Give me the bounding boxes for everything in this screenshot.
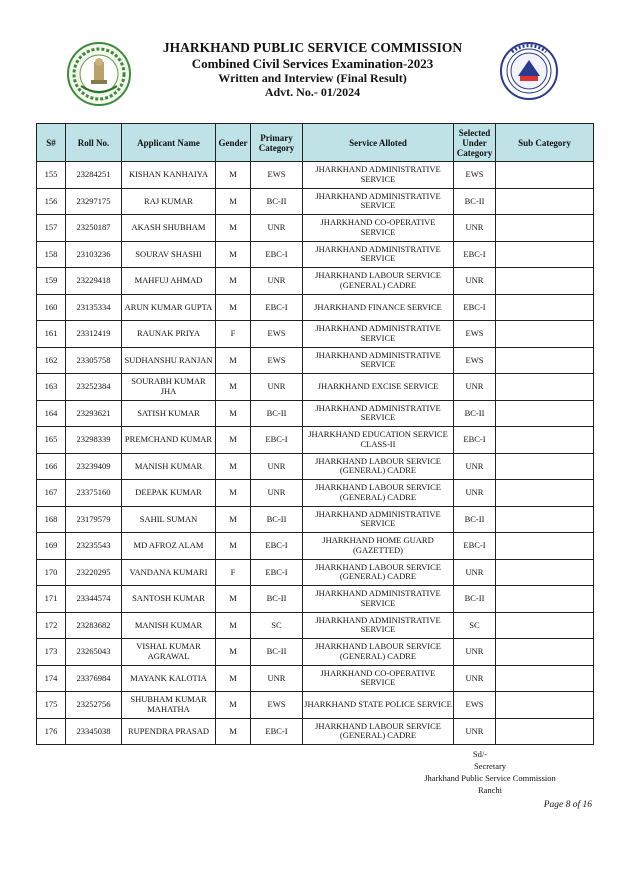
cell-sno: 169	[37, 533, 66, 560]
cell-gender: M	[216, 453, 251, 480]
table-row	[37, 665, 594, 692]
cell-sub-category	[496, 559, 594, 586]
cell-sno: 165	[37, 427, 66, 454]
cell-roll: 23283682	[66, 612, 122, 639]
cell-gender: M	[216, 400, 251, 427]
cell-sno: 168	[37, 506, 66, 533]
cell-sub-category	[496, 453, 594, 480]
cell-sub-category	[496, 162, 594, 189]
document-header	[0, 40, 625, 99]
table-row	[37, 559, 594, 586]
cell-gender: M	[216, 612, 251, 639]
cell-roll: 23239409	[66, 453, 122, 480]
cell-name: MAYANK KALOTIA	[122, 665, 216, 692]
cell-sub-category	[496, 639, 594, 666]
table-row	[37, 480, 594, 507]
cell-roll: 23235543	[66, 533, 122, 560]
cell-selected-category: BC-II	[454, 586, 496, 613]
cell-gender: M	[216, 188, 251, 215]
cell-sno: 162	[37, 347, 66, 374]
cell-primary-category: EWS	[251, 162, 303, 189]
cell-service: JHARKHAND LABOUR SERVICE (GENERAL) CADRE	[303, 453, 454, 480]
col-header-primary-category: Primary Category	[251, 124, 303, 162]
col-header-gender: Gender	[216, 124, 251, 162]
cell-service: JHARKHAND ADMINISTRATIVE SERVICE	[303, 321, 454, 348]
cell-sno: 158	[37, 241, 66, 268]
cell-service: JHARKHAND LABOUR SERVICE (GENERAL) CADRE	[303, 559, 454, 586]
cell-primary-category: EBC-I	[251, 294, 303, 321]
signature-sd: Sd/-	[472, 749, 488, 759]
cell-service: JHARKHAND LABOUR SERVICE (GENERAL) CADRE	[303, 639, 454, 666]
cell-selected-category: EWS	[454, 347, 496, 374]
cell-primary-category: EWS	[251, 321, 303, 348]
cell-primary-category: SC	[251, 612, 303, 639]
cell-name: PREMCHAND KUMAR	[122, 427, 216, 454]
col-header-roll: Roll No.	[66, 124, 122, 162]
cell-service: JHARKHAND ADMINISTRATIVE SERVICE	[303, 400, 454, 427]
cell-primary-category: UNR	[251, 665, 303, 692]
cell-gender: M	[216, 427, 251, 454]
cell-selected-category: UNR	[454, 374, 496, 401]
cell-roll: 23375160	[66, 480, 122, 507]
cell-sub-category	[496, 294, 594, 321]
cell-sno: 174	[37, 665, 66, 692]
cell-sno: 173	[37, 639, 66, 666]
cell-selected-category: BC-II	[454, 188, 496, 215]
table-row	[37, 268, 594, 295]
cell-sub-category	[496, 480, 594, 507]
cell-selected-category: BC-II	[454, 506, 496, 533]
cell-primary-category: BC-II	[251, 586, 303, 613]
cell-sno: 160	[37, 294, 66, 321]
cell-name: KISHAN KANHAIYA	[122, 162, 216, 189]
table-row	[37, 612, 594, 639]
cell-primary-category: BC-II	[251, 639, 303, 666]
cell-sno: 157	[37, 215, 66, 242]
signature-org: Jharkhand Public Service Commission	[424, 773, 556, 783]
cell-service: JHARKHAND HOME GUARD (GAZETTED)	[303, 533, 454, 560]
cell-roll: 23252384	[66, 374, 122, 401]
cell-sno: 163	[37, 374, 66, 401]
cell-name: SOURAV SHASHI	[122, 241, 216, 268]
cell-gender: M	[216, 586, 251, 613]
cell-primary-category: EBC-I	[251, 241, 303, 268]
table-row	[37, 586, 594, 613]
cell-sub-category	[496, 188, 594, 215]
cell-name: SHUBHAM KUMAR MAHATHA	[122, 692, 216, 719]
cell-service: JHARKHAND STATE POLICE SERVICE	[303, 692, 454, 719]
cell-gender: M	[216, 639, 251, 666]
cell-service: JHARKHAND CO-OPERATIVE SERVICE	[303, 215, 454, 242]
cell-selected-category: UNR	[454, 480, 496, 507]
cell-gender: M	[216, 718, 251, 745]
cell-primary-category: UNR	[251, 453, 303, 480]
cell-roll: 23103236	[66, 241, 122, 268]
cell-sub-category	[496, 374, 594, 401]
cell-roll: 23135334	[66, 294, 122, 321]
cell-sub-category	[496, 268, 594, 295]
cell-service: JHARKHAND ADMINISTRATIVE SERVICE	[303, 506, 454, 533]
cell-sub-category	[496, 612, 594, 639]
cell-gender: M	[216, 374, 251, 401]
cell-sno: 155	[37, 162, 66, 189]
cell-sub-category	[496, 718, 594, 745]
cell-name: DEEPAK KUMAR	[122, 480, 216, 507]
cell-selected-category: SC	[454, 612, 496, 639]
cell-sub-category	[496, 506, 594, 533]
cell-primary-category: BC-II	[251, 400, 303, 427]
cell-gender: M	[216, 162, 251, 189]
cell-roll: 23265043	[66, 639, 122, 666]
cell-gender: M	[216, 268, 251, 295]
results-table	[36, 123, 594, 745]
cell-primary-category: UNR	[251, 268, 303, 295]
cell-sub-category	[496, 692, 594, 719]
cell-sub-category	[496, 533, 594, 560]
cell-primary-category: BC-II	[251, 188, 303, 215]
cell-selected-category: EWS	[454, 321, 496, 348]
cell-gender: M	[216, 665, 251, 692]
table-body	[37, 162, 594, 745]
cell-service: JHARKHAND ADMINISTRATIVE SERVICE	[303, 188, 454, 215]
cell-primary-category: EBC-I	[251, 718, 303, 745]
cell-name: MANISH KUMAR	[122, 453, 216, 480]
cell-name: MAHFUJ AHMAD	[122, 268, 216, 295]
advt-number: Advt. No.- 01/2024	[264, 85, 361, 99]
cell-selected-category: UNR	[454, 559, 496, 586]
cell-roll: 23376984	[66, 665, 122, 692]
col-header-selected-category: Selected Under Category	[454, 124, 496, 162]
cell-primary-category: BC-II	[251, 506, 303, 533]
signature-designation: Secretary	[473, 761, 507, 771]
cell-gender: F	[216, 321, 251, 348]
cell-roll: 23293621	[66, 400, 122, 427]
col-header-sub-category: Sub Category	[496, 124, 594, 162]
cell-service: JHARKHAND CO-OPERATIVE SERVICE	[303, 665, 454, 692]
cell-roll: 23250187	[66, 215, 122, 242]
cell-sno: 161	[37, 321, 66, 348]
cell-service: JHARKHAND LABOUR SERVICE (GENERAL) CADRE	[303, 718, 454, 745]
col-header-sno: S#	[37, 124, 66, 162]
cell-gender: M	[216, 506, 251, 533]
cell-name: VISHAL KUMAR AGRAWAL	[122, 639, 216, 666]
table-row	[37, 162, 594, 189]
cell-roll: 23220295	[66, 559, 122, 586]
cell-gender: M	[216, 241, 251, 268]
table-row	[37, 453, 594, 480]
cell-gender: M	[216, 215, 251, 242]
cell-sub-category	[496, 400, 594, 427]
cell-sno: 156	[37, 188, 66, 215]
table-row	[37, 400, 594, 427]
col-header-service: Service Alloted	[303, 124, 454, 162]
cell-sno: 164	[37, 400, 66, 427]
table-row	[37, 347, 594, 374]
table-row	[37, 374, 594, 401]
cell-selected-category: EBC-I	[454, 294, 496, 321]
cell-service: JHARKHAND EDUCATION SERVICE CLASS-II	[303, 427, 454, 454]
cell-selected-category: UNR	[454, 268, 496, 295]
cell-sub-category	[496, 427, 594, 454]
cell-gender: M	[216, 347, 251, 374]
cell-roll: 23344574	[66, 586, 122, 613]
table-row	[37, 241, 594, 268]
signature-place: Ranchi	[477, 785, 503, 795]
table-row	[37, 188, 594, 215]
cell-roll: 23252756	[66, 692, 122, 719]
cell-service: JHARKHAND ADMINISTRATIVE SERVICE	[303, 162, 454, 189]
cell-primary-category: EBC-I	[251, 427, 303, 454]
cell-sno: 176	[37, 718, 66, 745]
exam-title: Combined Civil Services Examination-2023	[191, 56, 434, 71]
cell-name: RUPENDRA PRASAD	[122, 718, 216, 745]
cell-primary-category: UNR	[251, 480, 303, 507]
cell-sno: 171	[37, 586, 66, 613]
cell-selected-category: UNR	[454, 718, 496, 745]
cell-selected-category: EWS	[454, 692, 496, 719]
cell-name: SOURABH KUMAR JHA	[122, 374, 216, 401]
cell-selected-category: EBC-I	[454, 427, 496, 454]
table-row	[37, 294, 594, 321]
table-row	[37, 718, 594, 745]
cell-sno: 170	[37, 559, 66, 586]
org-title: JHARKHAND PUBLIC SERVICE COMMISSION	[162, 40, 463, 55]
table-header-row	[37, 124, 594, 162]
cell-roll: 23305758	[66, 347, 122, 374]
cell-sno: 167	[37, 480, 66, 507]
cell-sub-category	[496, 321, 594, 348]
cell-sub-category	[496, 215, 594, 242]
cell-sub-category	[496, 586, 594, 613]
cell-service: JHARKHAND ADMINISTRATIVE SERVICE	[303, 347, 454, 374]
table-row	[37, 215, 594, 242]
cell-selected-category: EBC-I	[454, 241, 496, 268]
cell-sno: 166	[37, 453, 66, 480]
cell-sno: 159	[37, 268, 66, 295]
table-row	[37, 506, 594, 533]
cell-selected-category: UNR	[454, 639, 496, 666]
signature-block	[408, 748, 572, 796]
cell-primary-category: UNR	[251, 374, 303, 401]
cell-primary-category: EBC-I	[251, 559, 303, 586]
cell-gender: M	[216, 480, 251, 507]
cell-name: VANDANA KUMARI	[122, 559, 216, 586]
cell-service: JHARKHAND FINANCE SERVICE	[303, 294, 454, 321]
cell-name: SAHIL SUMAN	[122, 506, 216, 533]
cell-gender: M	[216, 533, 251, 560]
cell-selected-category: UNR	[454, 215, 496, 242]
table-row	[37, 639, 594, 666]
cell-selected-category: EBC-I	[454, 533, 496, 560]
cell-gender: F	[216, 559, 251, 586]
cell-name: AKASH SHUBHAM	[122, 215, 216, 242]
cell-name: MANISH KUMAR	[122, 612, 216, 639]
table-row	[37, 533, 594, 560]
table-row	[37, 427, 594, 454]
cell-roll: 23179579	[66, 506, 122, 533]
cell-name: MD AFROZ ALAM	[122, 533, 216, 560]
cell-sub-category	[496, 665, 594, 692]
cell-name: SUDHANSHU RANJAN	[122, 347, 216, 374]
col-header-name: Applicant Name	[122, 124, 216, 162]
cell-roll: 23312419	[66, 321, 122, 348]
cell-service: JHARKHAND LABOUR SERVICE (GENERAL) CADRE	[303, 268, 454, 295]
cell-service: JHARKHAND ADMINISTRATIVE SERVICE	[303, 612, 454, 639]
cell-name: RAJ KUMAR	[122, 188, 216, 215]
cell-roll: 23297175	[66, 188, 122, 215]
cell-primary-category: UNR	[251, 215, 303, 242]
cell-service: JHARKHAND ADMINISTRATIVE SERVICE	[303, 241, 454, 268]
page-number: Page 8 of 16	[543, 800, 592, 810]
cell-name: SANTOSH KUMAR	[122, 586, 216, 613]
cell-sub-category	[496, 347, 594, 374]
cell-selected-category: EWS	[454, 162, 496, 189]
cell-service: JHARKHAND EXCISE SERVICE	[303, 374, 454, 401]
cell-roll: 23345038	[66, 718, 122, 745]
cell-name: SATISH KUMAR	[122, 400, 216, 427]
cell-sno: 175	[37, 692, 66, 719]
cell-selected-category: UNR	[454, 665, 496, 692]
table-row	[37, 321, 594, 348]
result-subtitle: Written and Interview (Final Result)	[218, 71, 407, 85]
cell-selected-category: BC-II	[454, 400, 496, 427]
cell-primary-category: EWS	[251, 347, 303, 374]
cell-roll: 23298339	[66, 427, 122, 454]
cell-gender: M	[216, 294, 251, 321]
cell-service: JHARKHAND ADMINISTRATIVE SERVICE	[303, 586, 454, 613]
cell-name: ARUN KUMAR GUPTA	[122, 294, 216, 321]
cell-roll: 23229418	[66, 268, 122, 295]
cell-primary-category: EWS	[251, 692, 303, 719]
cell-service: JHARKHAND LABOUR SERVICE (GENERAL) CADRE	[303, 480, 454, 507]
cell-name: RAUNAK PRIYA	[122, 321, 216, 348]
table-row	[37, 692, 594, 719]
cell-primary-category: EBC-I	[251, 533, 303, 560]
cell-gender: M	[216, 692, 251, 719]
cell-selected-category: UNR	[454, 453, 496, 480]
cell-sno: 172	[37, 612, 66, 639]
cell-sub-category	[496, 241, 594, 268]
cell-roll: 23284251	[66, 162, 122, 189]
